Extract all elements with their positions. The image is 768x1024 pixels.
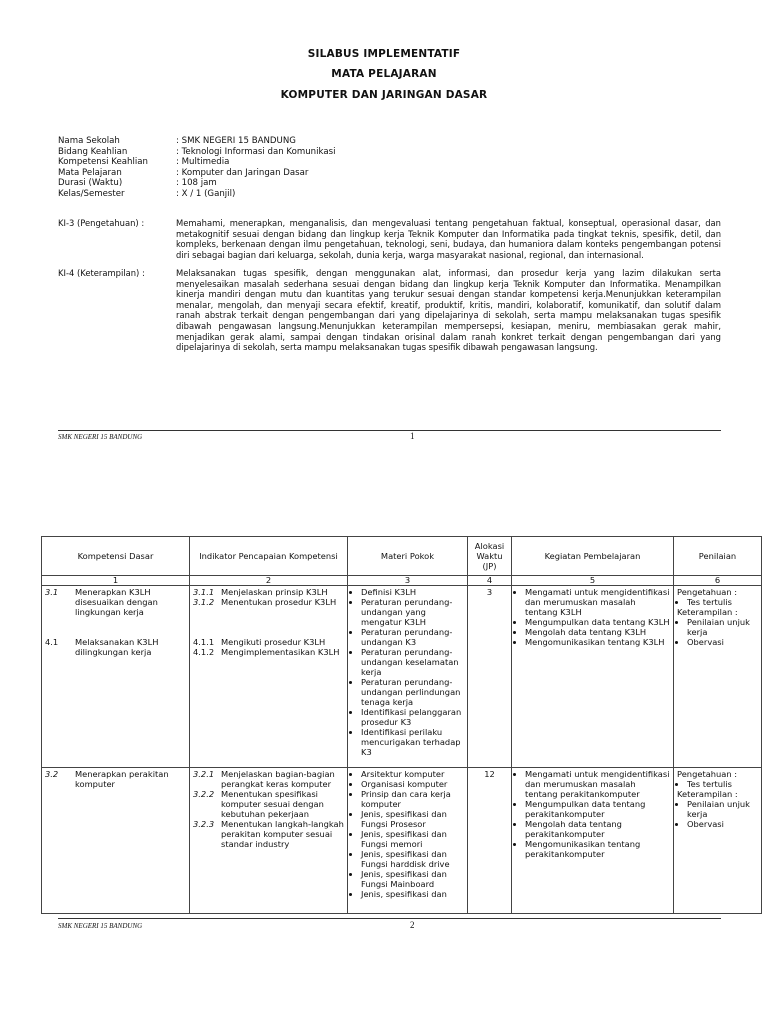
info-value: : 108 jam [176,178,217,189]
list-item: • Mengomunikasikan tentang K3LH [525,637,670,647]
header-materi: Materi Pokok [348,537,468,576]
info-row [58,189,335,200]
info-label: Bidang Keahlian [58,146,128,157]
list-item: • Mengamati untuk mengidentifikasi dan merumuskan masalah tentang K3LH [525,587,670,617]
column-number: 5 [512,576,674,586]
indikator-number: 3.2.1 [193,769,215,779]
list-item: • Peraturan perundang-undangan K3 [361,627,464,647]
info-value: : Komputer dan Jaringan Dasar [176,167,309,178]
header-alokasi: Alokasi Waktu (JP) [468,537,512,576]
indikator-text: Mengikuti prosedur K3LH [221,637,326,647]
column-number: 4 [468,576,512,586]
indikator-number: 3.1.2 [193,597,215,607]
kd-cell [42,586,190,768]
penilaian-cell [674,768,762,914]
kd-item [45,587,186,617]
materi-list [351,587,464,757]
indikator-item [193,789,344,819]
materi-cell [348,768,468,914]
materi-cell [348,586,468,768]
list-item: • Jenis, spesifikasi dan [361,889,464,899]
list-item: • Prinsip dan cara kerja komputer [361,789,464,809]
kegiatan-list [515,769,670,859]
info-label: Kompetensi Keahlian [58,157,148,168]
list-item: • Mengumpulkan data tentang perakitankomputer [525,799,670,819]
kd-number: 3.2 [45,769,59,779]
header-penilaian: Penilaian [674,537,762,576]
column-number: 6 [674,576,762,586]
column-number: 3 [348,576,468,586]
indikator-text: Menentukan spesifikasi komputer sesuai dengan kebutuhan pekerjaan [221,789,324,819]
kd-text: Menerapkan perakitan komputer [75,769,169,789]
school-info-block [58,136,335,200]
list-item: • Mengumpulkan data tentang K3LH [525,617,670,627]
kd-number: 3.1 [45,587,59,597]
penilaian-keterampilan-label: Keterampilan : [677,607,738,617]
kd-item [45,769,186,789]
column-number-row [42,576,762,586]
indikator-item [193,597,344,607]
list-item: • Jenis, spesifikasi dan Fungsi harddisk drive [361,849,464,869]
kd-item [45,637,186,657]
alokasi-cell: 12 [468,768,512,914]
column-number: 1 [42,576,190,586]
indikator-text: Menentukan langkah-langkah perakitan komputer sesuai standar industry [221,819,344,849]
ki3-block [58,218,721,260]
indikator-item [193,637,344,647]
footer-divider [58,430,721,431]
indikator-item [193,769,344,789]
indikator-number: 3.2.3 [193,819,215,829]
ki3-text: Memahami, menerapkan, menganalisis, dan mengevaluasi tentang pengetahuan faktual, konseptual, operasional dasar, dan metakognitif sesuai dengan bidang dan lingkup kerja Teknik Komputer dan Informatika pada tingkat teknis, spesifik, detil, dan kompleks, berkenaan dengan ilmu pengetahuan, teknologi, seni, budaya, dan humaniora dalam konteks pengembangan potensi diri sebagai bagian dari keluarga, sekolah, dunia kerja, warga masyarakat nasional, regional, dan internasional. [176,218,721,260]
info-label: Kelas/Semester [58,188,125,199]
kd-number: 4.1 [45,637,59,647]
list-item: • Definisi K3LH [361,587,464,597]
page-number: 2 [410,920,415,930]
list-item: • Jenis, spesifikasi dan Fungsi Prosesor [361,809,464,829]
info-label: Durasi (Waktu) [58,178,123,189]
page-number: 1 [410,431,415,441]
kegiatan-cell [512,586,674,768]
indikator-text: Menjelaskan bagian-bagian perangkat keras komputer [221,769,335,789]
footer-school-name: SMK NEGERI 15 BANDUNG [58,433,143,441]
info-label: Nama Sekolah [58,136,120,146]
penilaian-pengetahuan-list [677,597,758,607]
table-row [42,768,762,914]
list-item: • Tes tertulis [687,779,758,789]
list-item: • Obervasi [687,637,758,647]
list-item: • Organisasi komputer [361,779,464,789]
kd-text: Melaksanakan K3LH dilingkungan kerja [75,637,159,657]
indikator-item [193,587,344,597]
materi-list [351,769,464,899]
list-item: • Mengamati untuk mengidentifikasi dan merumuskan masalah tentang perakitankomputer [525,769,670,799]
penilaian-pengetahuan-label: Pengetahuan : [677,587,738,597]
list-item: • Arsitektur komputer [361,769,464,779]
penilaian-pengetahuan-label: Pengetahuan : [677,769,738,779]
list-item: • Peraturan perundang-undangan yang mengatur K3LH [361,597,464,627]
ki3-label: KI-3 (Pengetahuan) : [58,218,145,228]
info-value: : SMK NEGERI 15 BANDUNG [176,136,296,146]
indikator-text: Menentukan prosedur K3LH [221,597,337,607]
list-item: • Penilaian unjuk kerja [687,799,758,819]
info-value: : Multimedia [176,157,230,168]
list-item: • Peraturan perundang-undangan keselamatan kerja [361,647,464,677]
document-title: SILABUS IMPLEMENTATIF [307,48,461,60]
header-indikator: Indikator Pencapaian Kompetensi [190,537,348,576]
indikator-number: 3.1.1 [193,587,215,597]
list-item: • Obervasi [687,819,758,829]
penilaian-keterampilan-list [677,617,758,647]
indikator-item [193,647,344,657]
info-value: : Teknologi Informasi dan Komunikasi [176,146,336,157]
penilaian-pengetahuan-list [677,779,758,789]
penilaian-cell [674,586,762,768]
penilaian-keterampilan-list [677,799,758,829]
column-number: 2 [190,576,348,586]
list-item: • Penilaian unjuk kerja [687,617,758,637]
kd-cell [42,768,190,914]
info-row [58,178,335,189]
syllabus-table [41,536,762,914]
ki4-label: KI-4 (Keterampilan) : [58,268,145,278]
list-item: • Identifikasi pelanggaran prosedur K3 [361,707,464,727]
info-row [58,136,335,147]
info-row [58,147,335,158]
header-kegiatan: Kegiatan Pembelajaran [512,537,674,576]
list-item: • Mengolah data tentang K3LH [525,627,670,637]
indikator-number: 4.1.2 [193,647,215,657]
indikator-number: 3.2.2 [193,789,215,799]
kegiatan-cell [512,768,674,914]
indikator-cell [190,586,348,768]
document-subtitle: MATA PELAJARAN [331,68,437,80]
indikator-number: 4.1.1 [193,637,215,647]
indikator-item [193,819,344,849]
ki4-block [58,268,721,353]
ki4-text: Melaksanakan tugas spesifik, dengan menggunakan alat, informasi, dan prosedur kerja yang lazim dilakukan serta menyelesaikan masalah sederhana sesuai dengan bidang dan lingkup kerja Teknik Komputer dan Informatika. Menampilkan kinerja mandiri dengan mutu dan kuantitas yang terukur sesuai dengan standar kompetensi kerja.Menunjukkan keterampilan menalar, mengolah, dan menyaji secara efektif, kreatif, produktif, kritis, mandiri, kolaboratif, komunikatif, dan solutif dalam ranah abstrak terkait dengan pengembangan dari yang dipelajarinya di sekolah, serta mampu melaksanakan tugas spesifik dibawah pengawasan langsung.Menunjukkan keterampilan mempersepsi, kesiapan, meniru, membiasakan gerak mahir, menjadikan gerak alami, sampai dengan tindakan orisinal dalam ranah konkret terkait dengan pengembangan dari yang dipelajarinya di sekolah, serta mampu melaksanakan tugas spesifik dibawah pengawasan langsung. [176,268,721,353]
footer-school-name: SMK NEGERI 15 BANDUNG [58,922,143,930]
indikator-cell [190,768,348,914]
info-value: : X / 1 (Ganjil) [176,188,236,199]
list-item: • Mengomunikasikan tentang perakitankomputer [525,839,670,859]
list-item: • Jenis, spesifikasi dan Fungsi Mainboard [361,869,464,889]
list-item: • Peraturan perundang-undangan perlindungan tenaga kerja [361,677,464,707]
kegiatan-list [515,587,670,647]
info-row [58,157,335,168]
info-row [58,168,335,179]
info-label: Mata Pelajaran [58,167,122,178]
list-item: • Jenis, spesifikasi dan Fungsi memori [361,829,464,849]
indikator-text: Mengimplementasikan K3LH [221,647,340,657]
header-kompetensi-dasar: Kompetensi Dasar [42,537,190,576]
penilaian-keterampilan-label: Keterampilan : [677,789,738,799]
kd-text: Menerapkan K3LH disesuaikan dengan lingkungan kerja [75,587,158,617]
table-header-row [42,537,762,576]
document-subject-title: KOMPUTER DAN JARINGAN DASAR [280,89,488,101]
alokasi-cell: 3 [468,586,512,768]
table-row [42,586,762,768]
list-item: • Mengolah data tentang perakitankomputer [525,819,670,839]
list-item: • Identifikasi perilaku mencurigakan terhadap K3 [361,727,464,757]
footer-divider [58,918,721,919]
indikator-text: Menjelaskan prinsip K3LH [221,587,328,597]
list-item: • Tes tertulis [687,597,758,607]
